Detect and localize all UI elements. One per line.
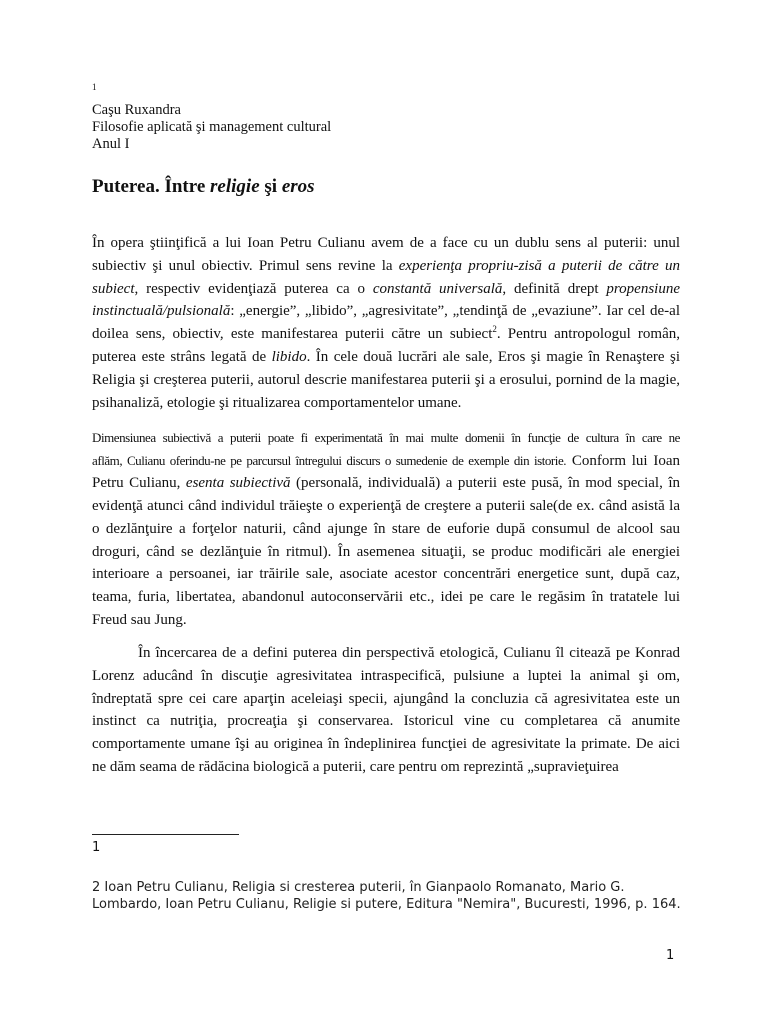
footnote-separator xyxy=(92,834,239,835)
p1-text-5: . Pentru antropologul român, puterea este strâns legată de xyxy=(92,326,681,365)
paragraph-3: În încercarea de a defini puterea din perspectivă etologică, Culianu îl citează pe Konrad Lorenz aducând în discuţie agresivitatea intraspecifică, pulsiune a luptei la animal şi om, îndreptată spre cei care aparţin aceleiaşi specii, ajungând la concluzia că agresivitatea este un instinct ca nutriţia, procreaţia şi conservarea. Istoricul vine cu completarea că anumite comportamente umane îşi au originea în îndeplinirea funcţiei de agresivitate la primate. De aici ne dăm seama de rădăcina biologică a puterii, care pentru om reprezintă „supravieţuirea xyxy=(92,645,680,775)
p2-italic-1: esenta subiectivă xyxy=(185,475,291,492)
p1-italic-2: constantă universală xyxy=(372,280,503,297)
p2-condensed-line-1: Dimensiunea subiectivă a puterii poate fi experimentată în mai multe domenii în funcţie de cultura în care ne xyxy=(92,430,680,445)
study-program: Filosofie aplicată şi management cultural xyxy=(92,119,332,135)
title-italic-religie: religie xyxy=(210,176,260,197)
p1-text-2: , respectiv evidenţiază puterea ca o xyxy=(134,280,373,297)
footnote-1: 1 xyxy=(92,840,101,855)
p1-text-1: În opera ştiinţifică a lui Ioan Petru Culianu avem de a face cu un dublu sens al puterii: unul subiectiv şi unul obiectiv. Primul sens revine la xyxy=(92,235,680,274)
study-year: Anul I xyxy=(92,136,130,152)
paragraph-1 xyxy=(92,232,680,414)
document-title xyxy=(92,176,315,198)
author-name: Caşu Ruxandra xyxy=(92,102,181,118)
p1-italic-3: propensiune instinctuală/pulsională xyxy=(92,280,680,320)
header-marker: 1 xyxy=(92,82,97,92)
p2-text-2: (personală, individuală) a puterii este pusă, în mod special, în evidenţă atunci când individul trăieşte o experienţă de creştere a puterii sale(de ex. când asistă la o dezlănţuire a forţelor naturii, când ajunge în stare de euforie după consumul de alcool sau droguri, când se dezlănţuie în ritmul). În asemenea situaţii, se produc modificări ale energiei interioare a persoanei, iar trăirile sale, asociate acestor concentrări energetice sunt, după caz, teama, furia, libertatea, abandonul autoconservării etc., idei pe care le regăsim în tratatele lui Freud sau Jung. xyxy=(92,475,680,629)
paragraph-2 xyxy=(92,427,680,632)
footnote-ref-2[interactable]: 2 xyxy=(492,324,497,335)
p1-italic-4: libido xyxy=(271,348,307,365)
p2-text-1: Conform lui Ioan Petru Culianu, xyxy=(92,452,680,492)
title-part-2: şi xyxy=(259,176,282,197)
footnote-2: 2 Ioan Petru Culianu, Religia si cresterea puterii, în Gianpaolo Romanato, Mario G. Lombardo, Ioan Petru Culianu, Religie si putere, Editura "Nemira", Bucuresti, 1996, p. 164. xyxy=(92,880,681,912)
p1-text-4: : „energie”, „libido”, „agresivitate”, „tendinţă de „evaziune”. Iar cel de-al doilea sens, obiectiv, este manifestarea puterii către un subiect xyxy=(92,303,680,343)
title-part-1: Puterea. Între xyxy=(92,176,211,197)
title-italic-eros: eros xyxy=(281,176,315,197)
p1-text-3: , definită drept xyxy=(502,280,607,297)
page-number: 1 xyxy=(666,948,675,963)
p1-italic-1: experienţa propriu-zisă a puterii de către un subiect xyxy=(92,257,680,297)
p2-condensed-line-2: aflăm, Culianu oferindu-ne pe parcursul întregului discurs o sumedenie de exemple din istorie. xyxy=(92,452,567,468)
p1-text-6: . În cele două lucrări ale sale, Eros şi magie în Renaştere şi Religia şi creşterea puterii, autorul descrie manifestarea puterii şi a erosului, pornind de la magie, psihanaliză, etologie şi ritualizarea comportamentelor umane. xyxy=(92,348,681,411)
